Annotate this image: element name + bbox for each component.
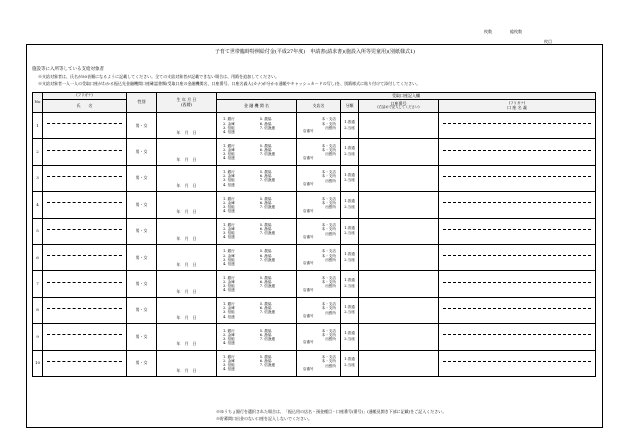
kind-header: 分類: [341, 100, 359, 113]
row-number: 10: [33, 350, 43, 376]
name-field[interactable]: [43, 113, 127, 139]
bank-name-field[interactable]: [217, 139, 297, 165]
bank-name-field[interactable]: [217, 192, 297, 218]
name-field[interactable]: [43, 244, 127, 270]
table-row: [33, 271, 596, 297]
row-number: 2: [33, 139, 43, 165]
birth-date-field[interactable]: 年 月 日: [157, 192, 217, 218]
furigana-line: [47, 219, 122, 230]
bank-option: [260, 183, 296, 187]
bank-option: 3. 信組: [223, 284, 235, 289]
account-number-field[interactable]: [359, 139, 439, 165]
kind-option: 2.当座: [344, 257, 355, 262]
bank-option: 7. 信漁連: [259, 363, 276, 368]
branch-option: 本・支店: [321, 222, 336, 227]
bank-option: [260, 262, 296, 266]
note-1: ※支給対象者は、氏名が50音順になるように記載してください。全ての支給対象者が記載できない場合は、用紙を追加してください。: [38, 74, 280, 79]
bank-option: 7. 信漁連: [259, 152, 276, 157]
bank-option: [260, 367, 296, 371]
account-kind-select[interactable]: [341, 350, 359, 376]
bank-option: 4. 信連: [223, 235, 235, 240]
sex-select[interactable]: 男・女: [127, 297, 157, 323]
row-number: 5: [33, 218, 43, 244]
account-group-header: 受取口座記入欄: [217, 93, 596, 100]
furigana-line: [47, 166, 122, 177]
holder-name-field[interactable]: [439, 244, 596, 270]
branch-option: 本・支店: [321, 196, 336, 201]
bank-option: 5. 農協: [259, 354, 272, 359]
sex-header: 性別: [127, 93, 157, 113]
holder-name-field[interactable]: [439, 165, 596, 191]
kind-option: 1.普通: [344, 225, 355, 230]
holder-furigana-line: [443, 324, 591, 335]
bank-option: 2. 金庫: [223, 227, 235, 232]
bank-option: 6. 漁協: [259, 253, 272, 258]
branch-option: 出張所: [325, 231, 336, 236]
bank-option: 1. 銀行: [223, 117, 235, 122]
page-count-underline: [460, 44, 598, 45]
branch-option: 出張所: [325, 205, 336, 210]
holder-furigana-line: [443, 245, 591, 256]
account-number-field[interactable]: [359, 192, 439, 218]
birth-date-field[interactable]: 年 月 日: [157, 244, 217, 270]
bank-option: 4. 信連: [223, 340, 235, 345]
bank-name-field[interactable]: [217, 165, 297, 191]
branch-option: 出張所: [325, 284, 336, 289]
birth-date-field[interactable]: 年 月 日: [157, 271, 217, 297]
bank-option: 3. 信組: [223, 363, 235, 368]
bank-option: 1. 銀行: [223, 196, 235, 201]
birth-header-sub: (西暦): [180, 101, 193, 107]
sex-select[interactable]: 男・女: [127, 271, 157, 297]
table-row: [33, 139, 596, 165]
account-kind-select[interactable]: [341, 192, 359, 218]
bank-option: 7. 信漁連: [259, 284, 276, 289]
bank-name-field[interactable]: [217, 297, 297, 323]
name-field[interactable]: [43, 324, 127, 350]
kind-option: 1.普通: [344, 357, 355, 362]
furigana-line: [47, 324, 122, 335]
kind-option: 1.普通: [344, 331, 355, 336]
kind-option: 2.当座: [344, 125, 355, 130]
bank-option: 6. 漁協: [259, 121, 272, 126]
holder-furigana-line: [443, 272, 591, 283]
branch-option: 本・支所: [321, 148, 336, 153]
branch-name-field[interactable]: [297, 271, 341, 297]
footer-note-2: ※貯蓄間口出金のない口座を記入しないでください。: [216, 416, 312, 421]
bank-option: 1. 銀行: [223, 249, 235, 254]
account-number-field[interactable]: [359, 244, 439, 270]
account-number-field[interactable]: [359, 218, 439, 244]
branch-name-field[interactable]: [297, 244, 341, 270]
footer-note-1: ※ゆうちょ銀行を選択された場合は、「振込用の店名・預金種目・口座番号(番号)」(通帳見開き下部に記載)をご記入ください。: [216, 409, 447, 414]
row-number: 9: [33, 324, 43, 350]
kind-option: 1.普通: [344, 172, 355, 177]
branch-number-label: 店番号: [303, 182, 314, 187]
bank-option: 1. 銀行: [223, 275, 235, 280]
branch-option: 本・支店: [321, 328, 336, 333]
bank-name-field[interactable]: [217, 271, 297, 297]
bank-option: 5. 農協: [259, 249, 272, 254]
bank-option: 4. 信連: [223, 314, 235, 319]
recipient-table: [32, 92, 596, 377]
table-row: [33, 244, 596, 270]
branch-number-label: 店番号: [303, 261, 314, 266]
bank-option: 7. 信漁連: [259, 310, 276, 315]
branch-option: 本・支所: [321, 121, 336, 126]
account-number-field[interactable]: [359, 324, 439, 350]
bank-option: 2. 金庫: [223, 359, 235, 364]
row-number: 6: [33, 244, 43, 270]
sex-select[interactable]: 男・女: [127, 192, 157, 218]
birth-date-field[interactable]: 年 月 日: [157, 113, 217, 139]
holder-furigana-line: [443, 351, 591, 362]
sex-select[interactable]: 男・女: [127, 165, 157, 191]
account-number-sub: (右詰めで記入してください): [377, 105, 420, 110]
holder-name-field[interactable]: [439, 113, 596, 139]
birth-date-field[interactable]: 年 月 日: [157, 218, 217, 244]
holder-name-field[interactable]: [439, 350, 596, 376]
holder-name-field[interactable]: [439, 297, 596, 323]
bank-name-header: 金 融 機 関 名: [217, 100, 297, 113]
holder-furigana-line: [443, 219, 591, 230]
branch-option: 出張所: [325, 337, 336, 342]
furigana-line: [47, 113, 122, 124]
bank-option: 5. 農協: [259, 196, 272, 201]
branch-option: 出張所: [325, 363, 336, 368]
bank-option: [260, 288, 296, 292]
branch-option: 出張所: [325, 257, 336, 262]
furigana-line: [47, 245, 122, 256]
branch-name-field[interactable]: [297, 113, 341, 139]
account-kind-select[interactable]: [341, 113, 359, 139]
table-row: [33, 218, 596, 244]
branch-name-field[interactable]: [297, 297, 341, 323]
bank-option: [260, 156, 296, 160]
sex-select[interactable]: 男・女: [127, 324, 157, 350]
kind-option: 1.普通: [344, 304, 355, 309]
birth-header-label: 生 年 月 日: [176, 97, 197, 103]
row-number: 1: [33, 113, 43, 139]
birth-date-field[interactable]: 年 月 日: [157, 297, 217, 323]
bank-name-field[interactable]: [217, 113, 297, 139]
bank-option: 4. 信連: [223, 182, 235, 187]
name-field[interactable]: [43, 139, 127, 165]
branch-name-field[interactable]: [297, 192, 341, 218]
bank-option: 7. 信漁連: [259, 231, 276, 236]
account-kind-select[interactable]: [341, 218, 359, 244]
bank-option: 1. 銀行: [223, 223, 235, 227]
holder-name-field[interactable]: [439, 139, 596, 165]
bank-option: [260, 341, 296, 345]
bank-option: 3. 信組: [223, 231, 235, 236]
branch-number-label: 店番号: [303, 234, 314, 239]
bank-option: 6. 漁協: [259, 200, 272, 205]
bank-option: 2. 金庫: [223, 174, 235, 179]
account-number-header: [359, 100, 439, 113]
kind-option: 1.普通: [344, 251, 355, 256]
bank-option: [260, 130, 296, 134]
birth-date-field[interactable]: 年 月 日: [157, 165, 217, 191]
bank-option: [260, 235, 296, 239]
table-row: [33, 165, 596, 191]
account-kind-select[interactable]: [341, 139, 359, 165]
account-number-field[interactable]: [359, 297, 439, 323]
bank-option: 5. 農協: [259, 328, 272, 333]
bank-option: 6. 漁協: [259, 306, 272, 311]
table-row: [33, 324, 596, 350]
account-number-label: 口座番号: [390, 101, 407, 107]
sex-select[interactable]: 男・女: [127, 244, 157, 270]
kind-option: 1.普通: [344, 119, 355, 124]
recipient-rows: [33, 113, 596, 377]
bank-option: 5. 農協: [259, 275, 272, 280]
kind-option: 1.普通: [344, 278, 355, 283]
bank-name-field[interactable]: [217, 324, 297, 350]
holder-name-field[interactable]: [439, 218, 596, 244]
bank-option: 7. 信漁連: [259, 178, 276, 183]
bank-option: 6. 漁協: [259, 174, 272, 179]
table-row: [33, 350, 596, 376]
bank-option: 5. 農協: [259, 117, 272, 122]
bank-option: 2. 金庫: [223, 306, 235, 311]
account-kind-select[interactable]: [341, 244, 359, 270]
branch-option: 出張所: [325, 126, 336, 131]
birth-date-field[interactable]: 年 月 日: [157, 350, 217, 376]
bank-option: 6. 漁協: [259, 332, 272, 337]
branch-option: 本・支店: [321, 249, 336, 254]
name-field[interactable]: [43, 192, 127, 218]
bank-option: 2. 金庫: [223, 147, 235, 152]
row-number: 3: [33, 165, 43, 191]
account-kind-select[interactable]: [341, 297, 359, 323]
branch-name-field[interactable]: [297, 218, 341, 244]
branch-option: 出張所: [325, 152, 336, 157]
birth-date-field[interactable]: 年 月 日: [157, 324, 217, 350]
kind-option: 2.当座: [344, 363, 355, 368]
holder-furigana-line: [443, 166, 591, 177]
bank-option: 3. 信組: [223, 152, 235, 157]
bank-name-field[interactable]: [217, 350, 297, 376]
bank-option: 7. 信漁連: [259, 336, 276, 341]
holder-name-field[interactable]: [439, 271, 596, 297]
branch-number-label: 店番号: [303, 366, 314, 371]
furigana-line: [47, 351, 122, 362]
bank-option: 3. 信組: [223, 257, 235, 262]
bank-option: 3. 信組: [223, 178, 235, 183]
name-furigana-header: (フリガナ): [43, 93, 127, 100]
bank-option: [260, 315, 296, 319]
holder-name-field[interactable]: [439, 192, 596, 218]
kind-option: 2.当座: [344, 178, 355, 183]
account-kind-select[interactable]: [341, 324, 359, 350]
kind-option: 2.当座: [344, 204, 355, 209]
bank-option: 2. 金庫: [223, 121, 235, 126]
branch-option: 本・支所: [321, 253, 336, 258]
kind-option: 1.普通: [344, 199, 355, 204]
bank-option: 5. 農協: [259, 223, 272, 227]
name-field[interactable]: [43, 297, 127, 323]
bank-option: 1. 銀行: [223, 328, 235, 333]
branch-option: 本・支所: [321, 280, 336, 285]
row-number: 8: [33, 297, 43, 323]
table-row: [33, 297, 596, 323]
holder-furigana-line: [443, 298, 591, 309]
bank-option: 5. 農協: [259, 143, 272, 148]
bank-option: 7. 信漁連: [259, 204, 276, 209]
page-label: 枚目: [544, 39, 552, 44]
bank-option: 4. 信連: [223, 129, 235, 134]
kind-option: 2.当座: [344, 152, 355, 157]
branch-option: 本・支所: [321, 332, 336, 337]
bank-option: 4. 信連: [223, 367, 235, 372]
branch-number-label: 店番号: [303, 208, 314, 213]
bank-option: 1. 銀行: [223, 143, 235, 148]
branch-option: 本・支所: [321, 359, 336, 364]
branch-option: 本・支店: [321, 302, 336, 307]
branch-name-field[interactable]: [297, 165, 341, 191]
bank-option: 2. 金庫: [223, 279, 235, 284]
count-label: 枚数: [484, 29, 492, 34]
bank-option: 2. 金庫: [223, 332, 235, 337]
bank-option: 2. 金庫: [223, 200, 235, 205]
holder-furigana-line: [443, 140, 591, 151]
bank-option: 1. 銀行: [223, 354, 235, 359]
name-field[interactable]: [43, 218, 127, 244]
no-header: No: [33, 93, 43, 113]
bank-name-field[interactable]: [217, 218, 297, 244]
furigana-line: [47, 272, 122, 283]
bank-option: 6. 漁協: [259, 279, 272, 284]
holder-header: [439, 100, 596, 113]
total-count-label: 総枚数: [510, 29, 522, 34]
holder-furigana-header: (フリガナ): [508, 101, 526, 106]
name-field[interactable]: [43, 271, 127, 297]
bank-option: 6. 漁協: [259, 227, 272, 232]
branch-option: 本・支所: [321, 306, 336, 311]
branch-name-field[interactable]: [297, 324, 341, 350]
account-number-field[interactable]: [359, 350, 439, 376]
table-row: [33, 113, 596, 139]
branch-name-field[interactable]: [297, 139, 341, 165]
account-number-field[interactable]: [359, 165, 439, 191]
bank-option: 4. 信連: [223, 156, 235, 161]
sex-select[interactable]: 男・女: [127, 350, 157, 376]
bank-option: 3. 信組: [223, 336, 235, 341]
branch-name-header: 支店名: [297, 100, 341, 113]
branch-number-label: 店番号: [303, 155, 314, 160]
bank-option: 5. 農協: [259, 170, 272, 175]
bank-option: 5. 農協: [259, 302, 272, 307]
branch-number-label: 店番号: [303, 314, 314, 319]
sex-select[interactable]: 男・女: [127, 218, 157, 244]
note-2: ※支給対象者一人一人の受取口座がわかる振込先金融機関口座確認書類(受取口座の金融機関名、口座番号、口座名義人(カナ)が分かる通帳やキャッシュカードの写し)を、別紙様式に貼り付けて添付してください。: [38, 81, 421, 86]
account-kind-select[interactable]: [341, 271, 359, 297]
bank-option: 3. 信組: [223, 204, 235, 209]
holder-furigana-line: [443, 192, 591, 203]
birth-date-field[interactable]: 年 月 日: [157, 139, 217, 165]
bank-option: 2. 金庫: [223, 253, 235, 258]
branch-option: 本・支店: [321, 354, 336, 359]
furigana-line: [47, 192, 122, 203]
furigana-line: [47, 140, 122, 151]
furigana-line: [47, 298, 122, 309]
name-header: 氏 名: [43, 100, 127, 113]
form-title: 子育て世帯臨時特例給付金(平成27年度) 申請書(請求書)(施設入所等児童用)(別紙様式1): [214, 49, 416, 55]
holder-furigana-line: [443, 113, 591, 124]
name-field[interactable]: [43, 165, 127, 191]
bank-option: 4. 信連: [223, 288, 235, 293]
bank-name-field[interactable]: [217, 244, 297, 270]
branch-option: 本・支所: [321, 227, 336, 232]
kind-option: 2.当座: [344, 336, 355, 341]
branch-option: 本・支店: [321, 117, 336, 122]
branch-option: 出張所: [325, 178, 336, 183]
bank-option: [260, 209, 296, 213]
bank-option: 6. 漁協: [259, 359, 272, 364]
account-number-field[interactable]: [359, 113, 439, 139]
birth-header: [157, 93, 217, 113]
bank-option: 3. 信組: [223, 125, 235, 130]
kind-option: 1.普通: [344, 146, 355, 151]
branch-option: 本・支所: [321, 200, 336, 205]
sex-select[interactable]: 男・女: [127, 139, 157, 165]
branch-number-label: 店番号: [303, 129, 314, 134]
branch-option: 本・支店: [321, 143, 336, 148]
branch-option: 本・支店: [321, 170, 336, 175]
account-kind-select[interactable]: [341, 165, 359, 191]
branch-number-label: 店番号: [303, 287, 314, 292]
branch-option: 本・支所: [321, 174, 336, 179]
bank-option: 7. 信漁連: [259, 257, 276, 262]
branch-name-field[interactable]: [297, 350, 341, 376]
branch-option: 本・支店: [321, 275, 336, 280]
sex-select[interactable]: 男・女: [127, 113, 157, 139]
bank-option: 4. 信連: [223, 208, 235, 213]
row-number: 4: [33, 192, 43, 218]
kind-option: 2.当座: [344, 231, 355, 236]
account-number-field[interactable]: [359, 271, 439, 297]
bank-option: 4. 信連: [223, 261, 235, 266]
bank-option: 6. 漁協: [259, 147, 272, 152]
section-title: 施設等に入所等している支給対象者: [32, 67, 104, 72]
bank-option: 1. 銀行: [223, 302, 235, 307]
kind-option: 2.当座: [344, 310, 355, 315]
holder-name-field[interactable]: [439, 324, 596, 350]
branch-option: 出張所: [325, 310, 336, 315]
branch-number-label: 店番号: [303, 340, 314, 345]
bank-option: 1. 銀行: [223, 170, 235, 175]
bank-option: 3. 信組: [223, 310, 235, 315]
bank-option: 7. 信漁連: [259, 125, 276, 130]
name-field[interactable]: [43, 350, 127, 376]
row-number: 7: [33, 271, 43, 297]
kind-option: 2.当座: [344, 284, 355, 289]
holder-header-label: 口 座 名 義: [507, 104, 527, 110]
table-row: [33, 192, 596, 218]
